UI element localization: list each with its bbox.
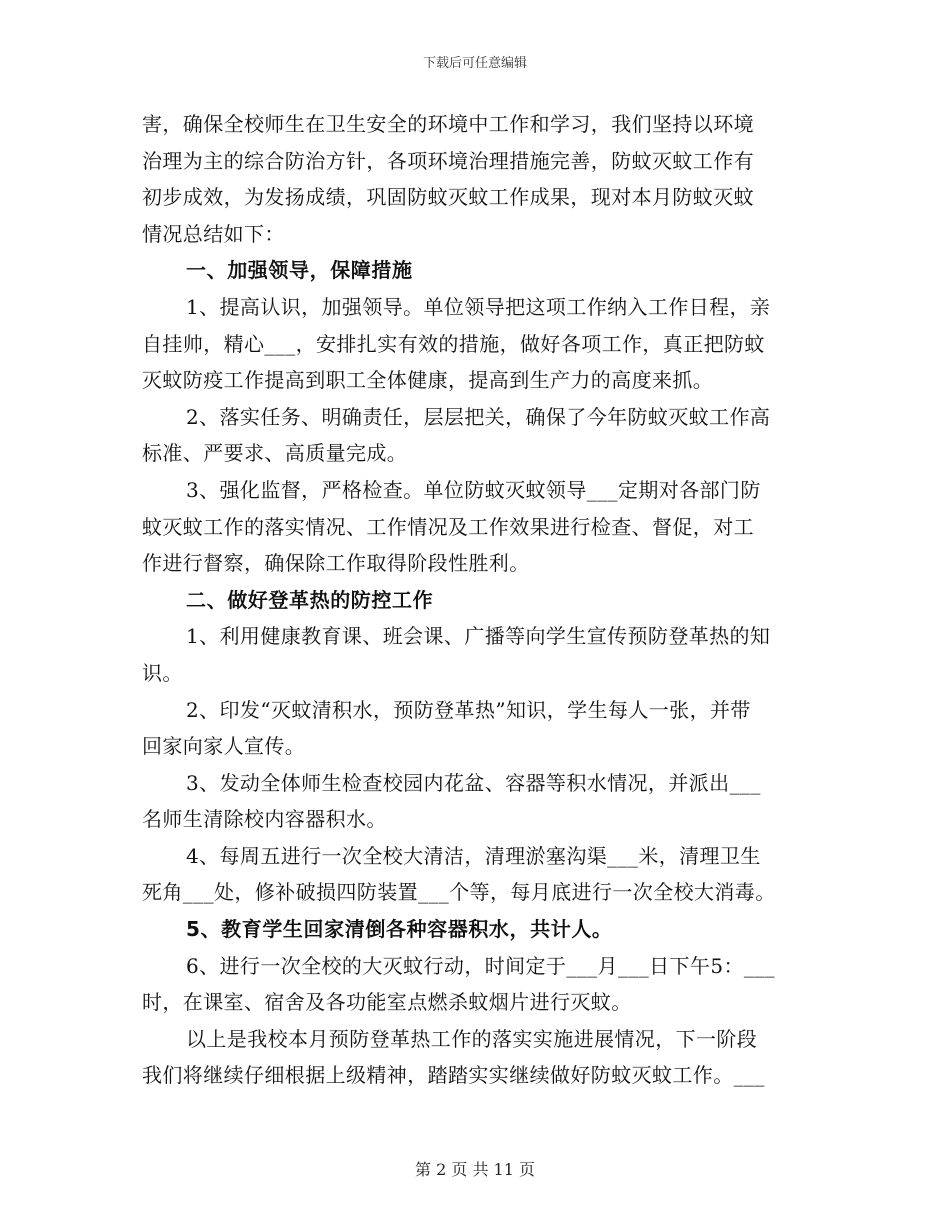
paragraph-start: 1、提高认识，加强领导。单位领导把这项工作纳入工作日程，亲 (186, 294, 771, 319)
paragraph-start: 3、强化监督，严格检查。单位防蚊灭蚊领导___定期对各部门防 (186, 477, 761, 502)
bold-item: 5、教育学生回家清倒各种容器积水，共计人。 (186, 917, 613, 942)
text-line: 时，在课室、宿舍及各功能室点燃杀蚊烟片进行灭蚊。 (142, 990, 632, 1015)
text-line: 害，确保全校师生在卫生安全的环境中工作和学习，我们坚持以环境 (142, 112, 754, 136)
text-line: 死角___处，修补破损四防装置___个等，每月底进行一次全校大消毒。 (142, 880, 776, 905)
text-line: 蚊灭蚊工作的落实情况、工作情况及工作效果进行检查、督促，对工 (142, 514, 754, 539)
paragraph-start: 4、每周五进行一次全校大清洁，清理淤塞沟渠___米，清理卫生 (186, 843, 761, 868)
text-line: 我们将继续仔细根据上级精神，踏踏实实继续做好防蚊灭蚊工作。___ (142, 1063, 765, 1088)
section-heading: 二、做好登革热的防控工作 (186, 587, 434, 612)
paragraph-start: 2、落实任务、明确责任，层层把关，确保了今年防蚊灭蚊工作高 (186, 404, 771, 429)
paragraph-start: 以上是我校本月预防登革热工作的落实实施进展情况，下一阶段 (186, 1026, 758, 1051)
text-line: 识。 (142, 660, 183, 685)
text-line: 作进行督察，确保除工作取得阶段性胜利。 (142, 551, 530, 576)
text-line: 初步成效，为发扬成绩，巩固防蚊灭蚊工作成果，现对本月防蚊灭蚊 (142, 185, 754, 210)
text-line: 回家向家人宣传。 (142, 734, 306, 759)
paragraph-start: 6、进行一次全校的大灭蚊行动，时间定于___月___日下午5：___ (186, 953, 776, 978)
paragraph-start: 3、发动全体师生检查校园内花盆、容器等积水情况，并派出___ (186, 770, 761, 795)
text-line: 治理为主的综合防治方针，各项环境治理措施完善，防蚊灭蚊工作有 (142, 148, 754, 173)
page-header-note: 下载后可任意编辑 (422, 56, 527, 71)
paragraph-start: 2、印发“灭蚊清积水，预防登革热”知识，学生每人一张，并带 (186, 697, 751, 722)
text-line: 名师生清除校内容器积水。 (142, 807, 387, 832)
text-line: 自挂帅，精心___，安排扎实有效的措施，做好各项工作，真正把防蚊 (142, 331, 765, 356)
page-number: 第 2 页 共 11 页 (415, 1160, 535, 1179)
text-line: 情况总结如下： (142, 221, 285, 246)
section-heading: 一、加强领导，保障措施 (186, 258, 413, 283)
text-line: 标准、严要求、高质量完成。 (142, 441, 408, 466)
text-line: 灭蚊防疫工作提高到职工全体健康，提高到生产力的高度来抓。 (142, 368, 714, 393)
paragraph-start: 1、利用健康教育课、班会课、广播等向学生宣传预防登革热的知 (186, 624, 771, 649)
document-body (142, 106, 807, 1094)
